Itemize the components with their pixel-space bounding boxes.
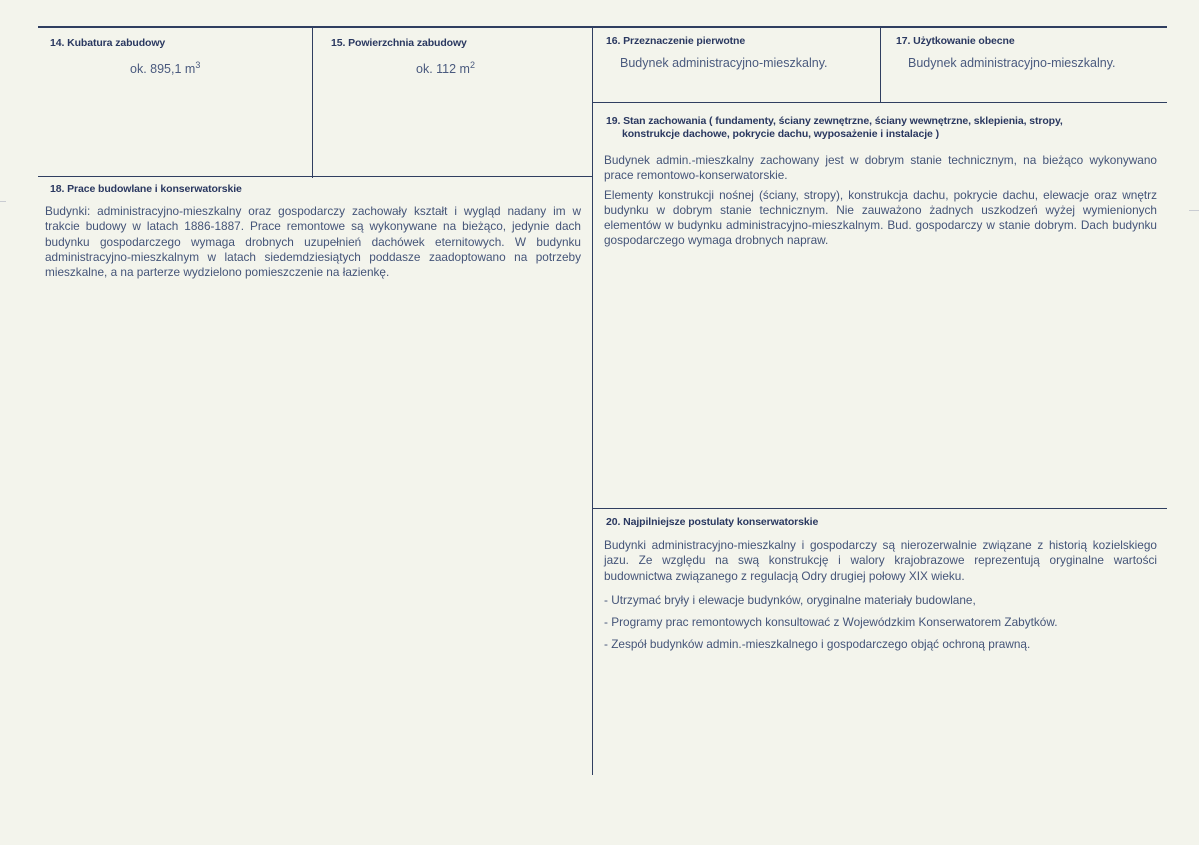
divider-16-17: [880, 28, 881, 102]
powierzchnia-value-text: ok. 112 m: [416, 62, 470, 77]
stan-paragraph-1: Budynek admin.-mieszkalny zachowany jest w dobrym stanie technicznym, na bieżąco wykonywano prace remontowo-konserwatorskie.: [604, 153, 1157, 183]
kubatura-cell: [50, 37, 305, 76]
przeznaczenie-value: Budynek administracyjno-mieszkalny.: [620, 56, 828, 70]
row-divider-left: [38, 176, 592, 177]
postulaty-item-2: - Programy prac remontowych konsultować z Wojewódzkim Konserwatorem Zabytków.: [604, 615, 1058, 630]
uzytkowanie-value: Budynek administracyjno-mieszkalny.: [908, 56, 1116, 70]
kubatura-value: [50, 60, 305, 76]
kubatura-unit-sup: 3: [195, 60, 201, 70]
prace-header: 18. Prace budowlane i konserwatorskie: [50, 183, 242, 195]
przeznaczenie-cell: [606, 35, 874, 70]
stan-header-line2: konstrukcje dachowe, pokrycie dachu, wyposażenie i instalacje ): [622, 128, 939, 140]
stan-paragraph-2: Elementy konstrukcji nośnej (ściany, stropy), konstrukcja dachu, pokrycie dachu, elewacje oraz wnętrz budynku w dobrym stanie technicznym. Nie zauważono żadnych uszkodzeń wyżej wymienionych elementów w budynku administracyjno-mieszkalnym. Bud. gospodarczy w stanie dobrym. Dach budynku gospodarczego wymaga drobnych napraw.: [604, 187, 1157, 248]
postulaty-item-1: - Utrzymać bryły i elewacje budynków, oryginalne materiały budowlane,: [604, 592, 976, 607]
powierzchnia-header: 15. Powierzchnia zabudowy: [331, 37, 467, 49]
uzytkowanie-header: 17. Użytkowanie obecne: [896, 35, 1015, 47]
postulaty-header: 20. Najpilniejsze postulaty konserwatorskie: [606, 516, 819, 528]
postulaty-paragraph: Budynki administracyjno-mieszkalny i gospodarczy są nierozerwalnie związane z historią kozielskiego jazu. Ze względu na swą konstrukcję i walory krajobrazowe reprezentują oryginalne wartości budownictwa związanego z regulacją Odry drugiej połowy XIX wieku.: [604, 538, 1157, 583]
powierzchnia-cell: [331, 37, 586, 76]
stan-cell: [604, 115, 1157, 253]
postulaty-text: [604, 538, 1157, 584]
top-border: [38, 26, 1167, 28]
divider-14-15: [312, 28, 313, 178]
postulaty-cell: [604, 516, 1157, 660]
przeznaczenie-header: 16. Przeznaczenie pierwotne: [606, 35, 746, 47]
row-divider-right-top: [592, 102, 1167, 103]
powierzchnia-value: [331, 60, 586, 76]
kubatura-value-text: ok. 895,1 m: [130, 62, 196, 77]
prace-cell: [45, 183, 581, 284]
prace-text: [45, 204, 581, 280]
kubatura-header: 14. Kubatura zabudowy: [50, 37, 166, 49]
prace-paragraph: Budynki: administracyjno-mieszkalny oraz gospodarczy zachowały kształt i wygląd nadany im w trakcie budowy w latach 1886-1887. Prace remontowe są wykonywane na bieżąco, jedynie dach budynku gospodarczego wymaga drobnych uzupełnień dachówek eternitowych. W budynku administracyjno-mieszkalnym w latach siedemdziesiątych poddasze zaadoptowano na potrzeby mieszkalne, a na parterze wydzielono pomieszczenie na łazienkę.: [45, 204, 581, 280]
uzytkowanie-cell: [896, 35, 1164, 70]
center-divider: [592, 28, 593, 775]
stan-header-line1: 19. Stan zachowania ( fundamenty, ściany zewnętrzne, ściany wewnętrzne, sklepienia, stropy,: [606, 115, 1063, 127]
stan-text: [604, 153, 1157, 249]
postulaty-item-3: - Zespół budynków admin.-mieszkalnego i gospodarczego objąć ochroną prawną.: [604, 637, 1031, 652]
powierzchnia-unit-sup: 2: [469, 60, 475, 70]
row-divider-right-bottom: [592, 508, 1167, 509]
